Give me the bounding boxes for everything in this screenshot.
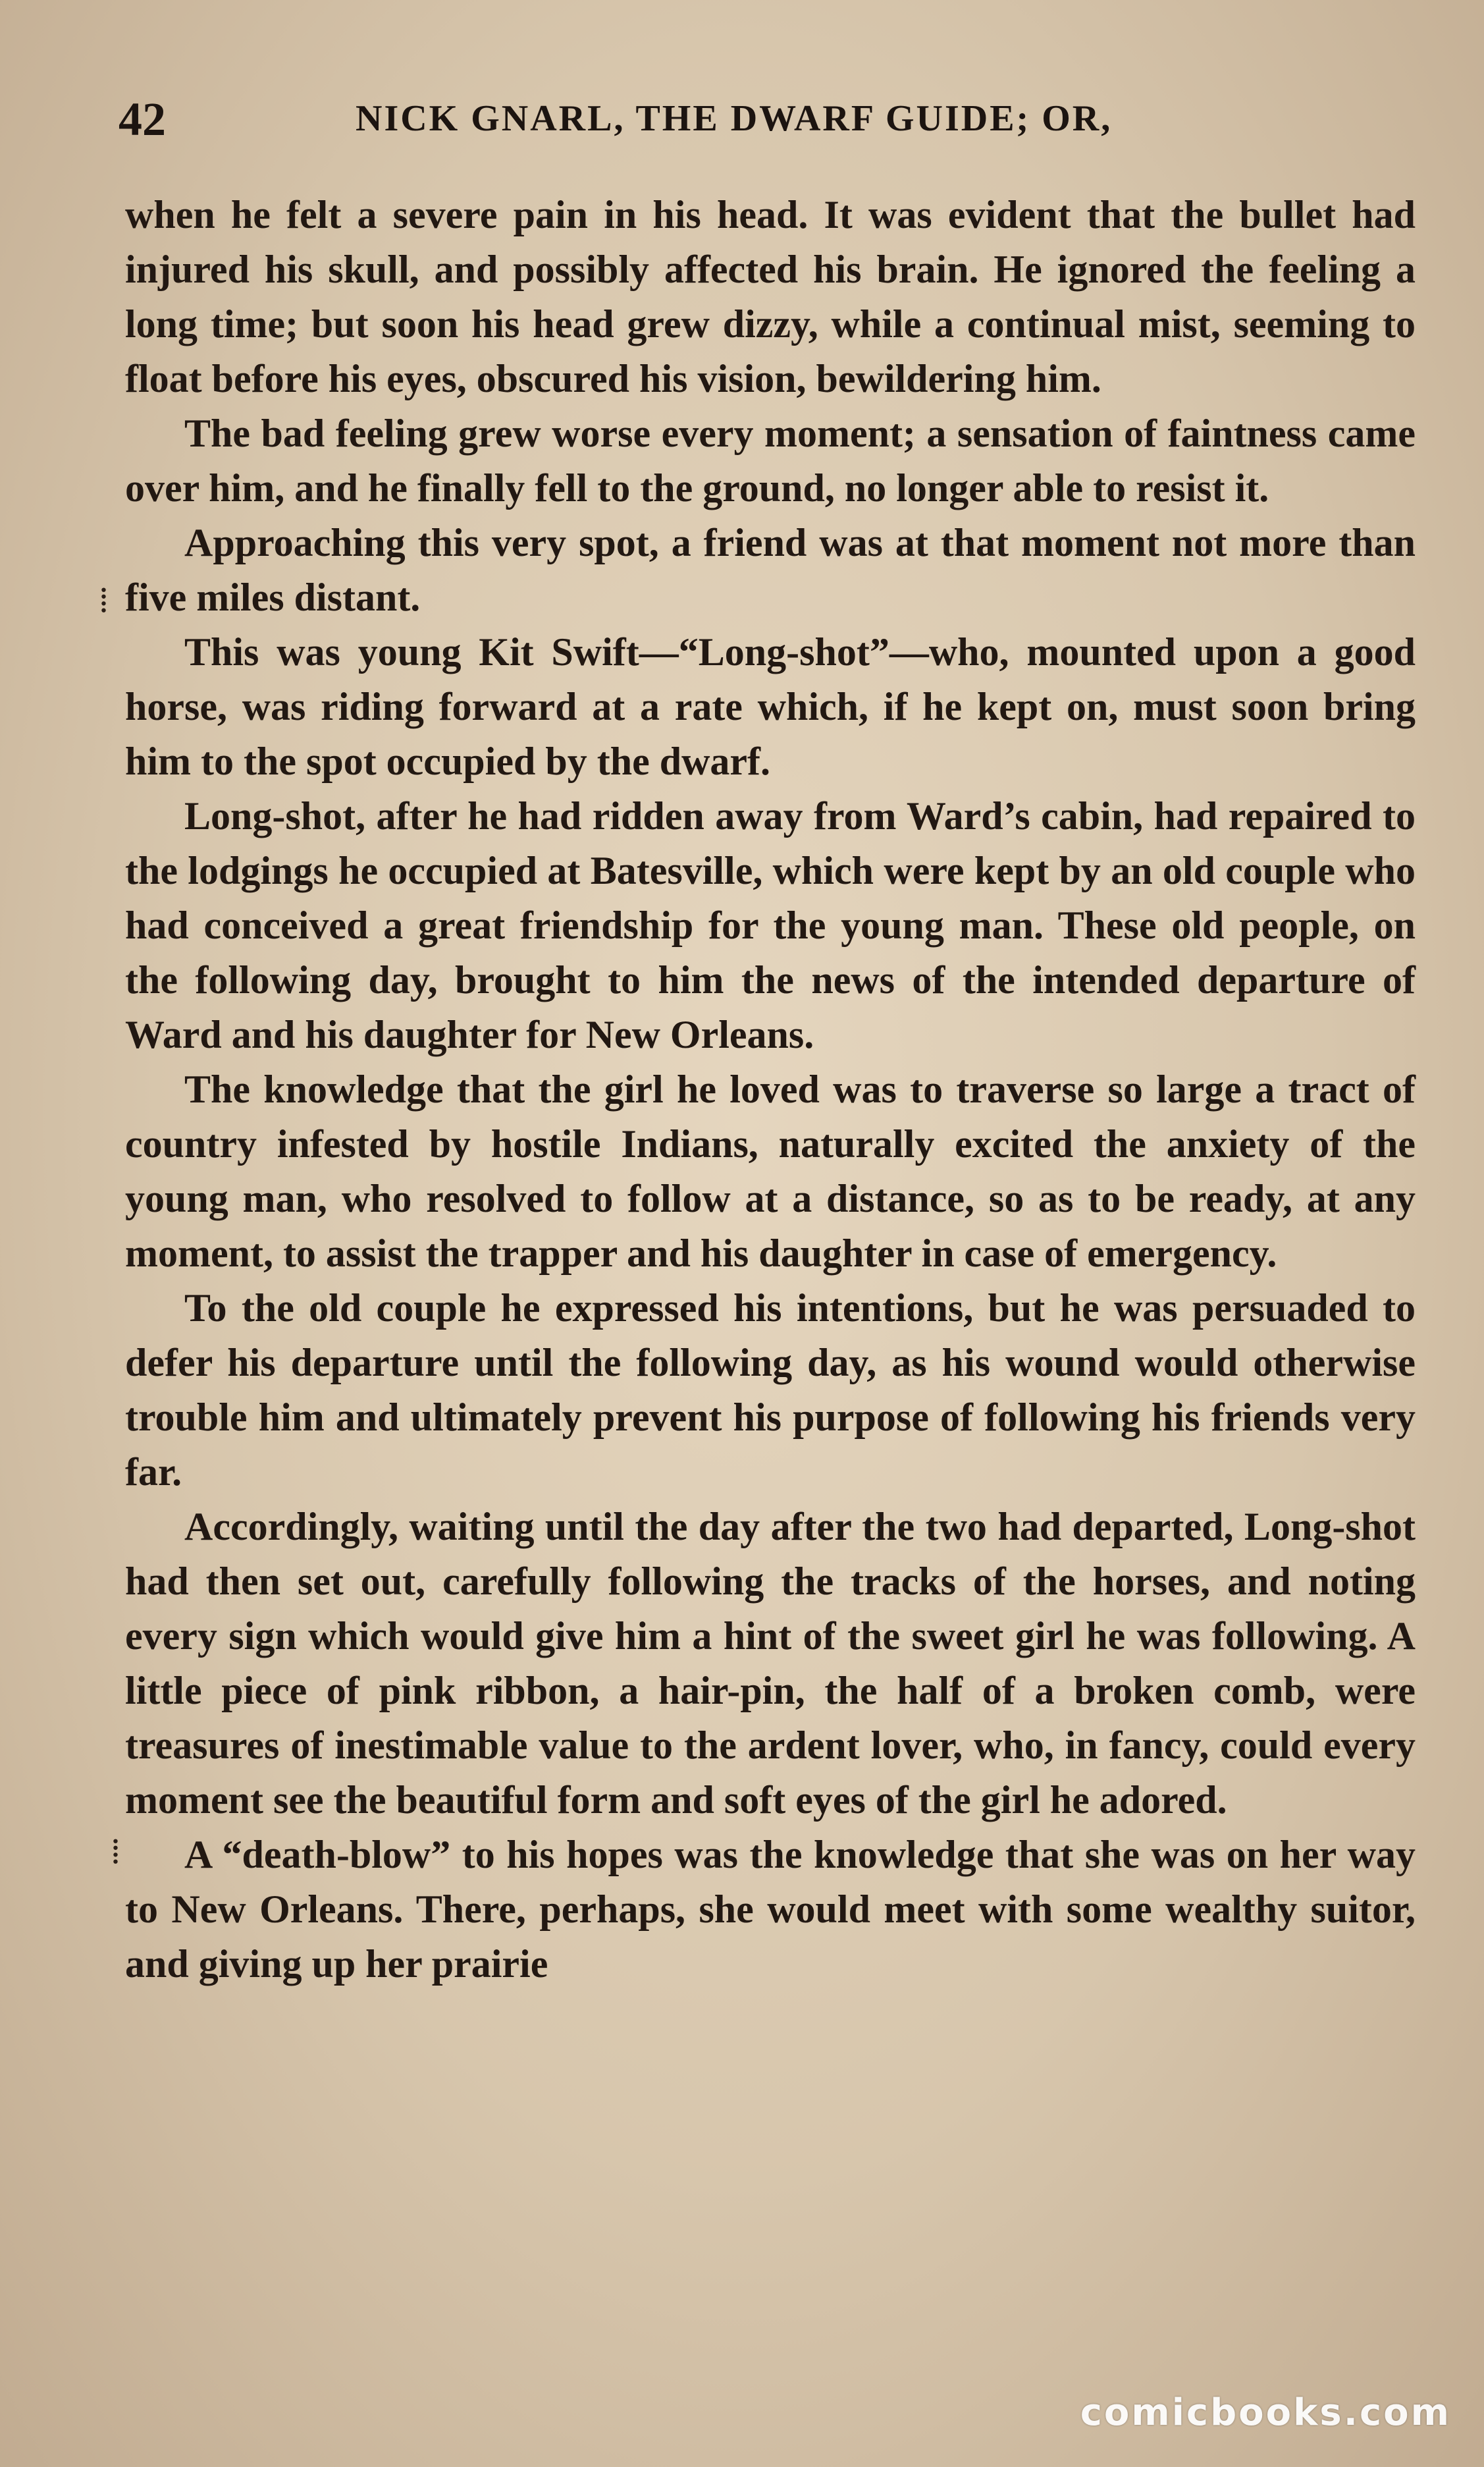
running-head: NICK GNARL, THE DWARF GUIDE; OR, — [356, 98, 1113, 139]
paragraph: Accordingly, waiting until the day after the two had departed, Long-shot had then set out, carefully following the tracks of the horses, and noting every sign which would give him a hint of the sweet girl he was following. A little piece of pink ribbon, a hair-pin, the half of a broken comb, were treasures of inestimable value to the ardent lover, who, in fancy, could every moment see the beautiful form and soft eyes of the girl he adored. — [125, 1505, 1416, 1822]
body-text — [125, 188, 1416, 1992]
paragraph: Approaching this very spot, a friend was at that moment not more than five miles distant. — [125, 521, 1416, 619]
paragraph: To the old couple he expressed his intentions, but he was persuaded to defer his departure until the following day, as his wound would otherwise trouble him and ultimately prevent his purpose of following his friends very far. — [125, 1286, 1416, 1494]
page-header — [119, 92, 1422, 151]
paragraph: The bad feeling grew worse every moment; a sensation of faintness came over him, and he finally fell to the ground, no longer able to resist it. — [125, 412, 1416, 510]
paragraph: when he felt a severe pain in his head. It was evident that the bullet had injured his skull, and possibly affected his brain. He ignored the feeling a long time; but soon his head grew dizzy, while a continual mist, seeming to float before his eyes, obscured his vision, bewildering him. — [125, 193, 1416, 400]
margin-mark: ⁞ — [111, 1831, 121, 1871]
watermark-text: comicbooks.com — [1080, 2391, 1451, 2434]
page-number: 42 — [119, 93, 166, 146]
paragraph: The knowledge that the girl he loved was to traverse so large a tract of country infested by hostile Indians, naturally excited the anxiety of the young man, who resolved to follow at a distance, so as to be ready, at any moment, to assist the trapper and his daughter in case of emergency. — [125, 1068, 1416, 1275]
paragraph: This was young Kit Swift—“Long-shot”—who, mounted upon a good horse, was riding forward at a rate which, if he kept on, must soon bring him to the spot occupied by the dwarf. — [125, 630, 1416, 783]
margin-mark: ⁞ — [99, 580, 109, 620]
paragraph: Long-shot, after he had ridden away from Ward’s cabin, had repaired to the lodgings he occupied at Batesville, which were kept by an old couple who had conceived a great friendship for the young man. These old people, on the following day, brought to him the news of the intended departure of Ward and his daughter for New Orleans. — [125, 794, 1416, 1056]
paragraph: A “death-blow” to his hopes was the knowledge that she was on her way to New Orleans. There, perhaps, she would meet with some wealthy suitor, and giving up her prairie — [125, 1833, 1416, 1986]
